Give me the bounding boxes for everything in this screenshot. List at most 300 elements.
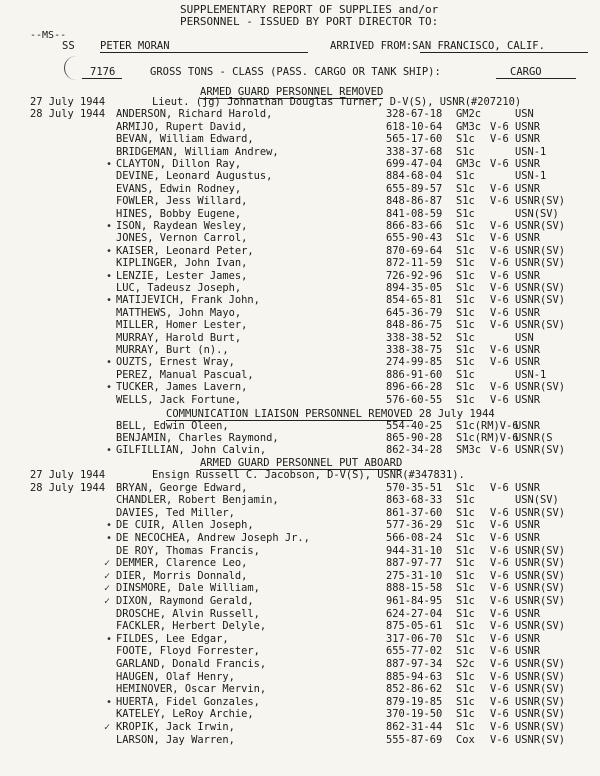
rate: SM3c — [456, 444, 482, 457]
service-number: 872-11-59 — [386, 257, 443, 270]
service-number: 865-90-28 — [386, 432, 443, 445]
service-branch: USNR — [515, 532, 541, 544]
arrived-underline — [420, 52, 588, 53]
service-number: 854-65-81 — [386, 294, 443, 307]
classification: V-6 — [490, 120, 509, 133]
rate: S1c — [456, 257, 475, 270]
service-branch: USNR — [515, 356, 541, 369]
service-branch: USNR(S — [515, 432, 553, 445]
list-item — [0, 246, 600, 257]
rate: S1c — [456, 195, 475, 208]
service-number: 961-84-95 — [386, 595, 443, 607]
classification: V-6 — [490, 282, 509, 294]
service-number: 886-91-60 — [386, 368, 443, 381]
officer-entry: Lieut. (jg) Johnathan Douglas Turner, D-V(S), USNR(#207210) — [152, 96, 522, 108]
rate: S1c — [456, 207, 475, 220]
service-number: 852-86-62 — [386, 683, 443, 696]
dot-mark: • — [106, 357, 113, 369]
person-name: MATIJEVICH, Frank John, — [116, 294, 260, 307]
rate: S1c — [456, 721, 475, 733]
classification: V-6 — [490, 658, 509, 670]
dot-mark: • — [106, 533, 113, 544]
service-branch: USNR(SV) — [515, 582, 566, 595]
service-number: 862-34-28 — [386, 444, 443, 457]
list-item — [0, 171, 600, 182]
classification: V-6 — [490, 195, 509, 208]
person-name: DE CUIR, Allen Joseph, — [116, 519, 254, 532]
service-branch: USNR — [515, 133, 541, 146]
list-item — [0, 709, 600, 720]
person-name: LUC, Tadeusz Joseph, — [116, 282, 242, 294]
service-branch: USNR(SV) — [515, 444, 566, 457]
rate: S1c — [456, 232, 475, 245]
classification: V-6 — [490, 158, 509, 170]
ss-label: SS — [62, 40, 75, 52]
person-name: MURRAY, Harold Burt, — [116, 331, 242, 344]
service-number: 338-38-75 — [386, 344, 443, 356]
person-name: KROPIK, Jack Irwin, — [116, 721, 235, 733]
list-item — [0, 370, 600, 381]
person-name: MILLER, Homer Lester, — [116, 319, 248, 332]
classification: V-6 — [490, 620, 509, 633]
report-title-line-1: SUPPLEMENTARY REPORT OF SUPPLIES and/or — [180, 3, 439, 16]
service-number: 274-99-85 — [386, 356, 443, 369]
list-item — [0, 283, 600, 294]
rate: S1c — [456, 683, 475, 696]
gross-tons-label: GROSS TONS - CLASS (PASS. CARGO OR TANK SHIP): — [150, 66, 441, 78]
rate: GM3c — [456, 120, 482, 133]
list-item — [0, 184, 600, 195]
person-name: JONES, Vernon Carrol, — [116, 232, 248, 245]
service-branch: USNR(SV) — [515, 658, 566, 670]
service-number: 618-10-64 — [386, 120, 443, 133]
person-name: HINES, Bobby Eugene, — [116, 207, 242, 220]
list-item — [0, 684, 600, 695]
ship-name: PETER MORAN — [100, 40, 170, 52]
service-branch: USNR(SV) — [515, 257, 566, 270]
gross-tons-value: 7176 — [90, 66, 116, 78]
classification: V-6 — [490, 294, 509, 307]
service-number: 887-97-77 — [386, 557, 443, 570]
service-number: 863-68-33 — [386, 494, 443, 507]
person-name: DINSMORE, Dale William, — [116, 582, 260, 595]
rate: S1c — [456, 331, 475, 344]
service-branch: USN-1 — [515, 368, 547, 381]
tons-underline — [82, 78, 122, 79]
list-item — [0, 520, 600, 531]
ship-class: CARGO — [510, 66, 542, 78]
service-branch: USNR — [515, 344, 541, 356]
service-branch: USNR — [515, 232, 541, 245]
list-item — [0, 571, 600, 582]
rate: Cox — [456, 733, 475, 746]
list-item — [0, 697, 600, 708]
list-item — [0, 609, 600, 620]
service-number: 884-68-04 — [386, 170, 443, 183]
dot-mark: • — [106, 696, 113, 708]
list-item — [0, 583, 600, 594]
entry-date: 27 July 1944 — [30, 96, 106, 108]
classification: V-6 — [490, 670, 509, 683]
person-name: DE ROY, Thomas Francis, — [116, 544, 260, 557]
classification: V-6 — [490, 481, 509, 494]
service-number: 875-05-61 — [386, 620, 443, 633]
list-item — [0, 508, 600, 519]
service-branch: USN-1 — [515, 170, 547, 183]
rate: S1c — [456, 569, 475, 582]
service-branch: USNR — [515, 481, 541, 494]
list-item — [0, 109, 600, 120]
list-item — [0, 395, 600, 406]
rate: S1c — [456, 368, 475, 381]
classification: V-6 — [490, 683, 509, 696]
section-removed-heading: ARMED GUARD PERSONNEL REMOVED — [200, 86, 384, 98]
rate: S1c — [456, 607, 475, 620]
person-name: PEREZ, Manual Pascual, — [116, 368, 254, 381]
classification: V-6 — [490, 182, 509, 195]
service-branch: USNR(SV) — [515, 683, 566, 696]
service-number: 577-36-29 — [386, 519, 443, 532]
classification: V-6 — [490, 607, 509, 620]
check-mark: ✓ — [104, 596, 111, 607]
classification: V-6 — [490, 306, 509, 319]
entry-date: 28 July 1944 — [30, 108, 106, 121]
service-branch: USNR(SV) — [515, 595, 566, 607]
rate: S1c — [456, 306, 475, 319]
rate: GM2c — [456, 108, 482, 121]
service-number: 655-90-43 — [386, 232, 443, 245]
list-item — [0, 646, 600, 657]
list-item — [0, 558, 600, 569]
service-branch: USNR(SV) — [515, 733, 566, 746]
service-branch: USNR(SV) — [515, 506, 566, 519]
person-name: ISON, Raydean Wesley, — [116, 220, 248, 232]
rate: GM3c — [456, 158, 482, 170]
rate: S1c — [456, 481, 475, 494]
person-name: LENZIE, Lester James, — [116, 269, 248, 282]
dot-mark: • — [106, 221, 113, 232]
list-item — [0, 258, 600, 269]
dot-mark: • — [106, 520, 113, 532]
service-branch: USNR — [515, 306, 541, 319]
dot-mark: • — [106, 445, 113, 457]
section-aboard-heading: ARMED GUARD PERSONNEL PUT ABOARD — [200, 457, 403, 469]
person-name: HUERTA, Fidel Gonzales, — [116, 695, 260, 708]
person-name: DROSCHE, Alvin Russell, — [116, 607, 260, 620]
service-number: 887-97-34 — [386, 658, 443, 670]
report-title-line-2: PERSONNEL - ISSUED BY PORT DIRECTOR TO: — [180, 15, 439, 28]
service-number: 699-47-04 — [386, 158, 443, 170]
service-number: 944-31-10 — [386, 544, 443, 557]
rate: S1c — [456, 282, 475, 294]
person-name: DE NECOCHEA, Andrew Joseph Jr., — [116, 532, 310, 544]
classification: V-6 — [490, 632, 509, 645]
list-item — [0, 596, 600, 607]
service-number: 328-67-18 — [386, 108, 443, 121]
service-branch: USNR — [515, 645, 541, 658]
list-item — [0, 271, 600, 282]
person-name: FILDES, Lee Edgar, — [116, 632, 229, 645]
check-mark: ✓ — [104, 570, 111, 582]
list-item — [0, 483, 600, 494]
officer-entry: Ensign Russell C. Jacobson, D-V(S), USNR(#347831). — [152, 469, 465, 481]
list-item — [0, 735, 600, 746]
rate: S1c — [456, 632, 475, 645]
person-name: ARMIJO, Rupert David, — [116, 120, 248, 133]
person-name: FOWLER, Jess Willard, — [116, 195, 248, 208]
classification: V-6 — [490, 133, 509, 146]
rate: S1c — [456, 393, 475, 406]
classification: V-6 — [490, 721, 509, 733]
service-branch: USNR(SV) — [515, 721, 566, 733]
list-item — [0, 221, 600, 232]
classification: V-6 — [490, 244, 509, 257]
check-mark: ✓ — [104, 583, 111, 595]
service-branch: USNR — [515, 158, 541, 170]
list-item — [0, 634, 600, 645]
list-item — [0, 333, 600, 344]
person-name: MATTHEWS, John Mayo, — [116, 306, 242, 319]
person-name: DEVINE, Leonard Augustus, — [116, 170, 273, 183]
service-number: 848-86-87 — [386, 195, 443, 208]
list-item — [0, 295, 600, 306]
list-item — [0, 445, 600, 456]
ms-marker: --MS-- — [30, 30, 67, 41]
rate: S1c — [456, 532, 475, 544]
service-number: 338-37-68 — [386, 145, 443, 158]
rate: S1c — [456, 557, 475, 570]
service-number: 370-19-50 — [386, 708, 443, 721]
rate: S1c — [456, 145, 475, 158]
person-name: EVANS, Edwin Rodney, — [116, 182, 242, 195]
person-name: MURRAY, Burt (n)., — [116, 344, 229, 356]
service-number: 726-92-96 — [386, 269, 443, 282]
service-branch: USNR — [515, 182, 541, 195]
rate: S1c — [456, 695, 475, 708]
person-name: FOOTE, Floyd Forrester, — [116, 645, 260, 658]
list-item — [0, 470, 600, 481]
service-branch: USNR(SV) — [515, 620, 566, 633]
service-branch: USN — [515, 108, 534, 121]
classification: V-6 — [490, 544, 509, 557]
entry-date: 28 July 1944 — [30, 481, 106, 494]
classification: V-6 — [490, 269, 509, 282]
list-item — [0, 122, 600, 133]
list-item — [0, 147, 600, 158]
classification: V-6 — [490, 532, 509, 544]
rate: S1c — [456, 294, 475, 307]
service-branch: USNR(SV) — [515, 244, 566, 257]
classification: V-6 — [490, 708, 509, 721]
person-name: DEMMER, Clarence Leo, — [116, 557, 248, 570]
service-number: 576-60-55 — [386, 393, 443, 406]
service-branch: USN(SV) — [515, 494, 559, 507]
dot-mark: • — [106, 295, 113, 307]
person-name: BRYAN, George Edward, — [116, 481, 248, 494]
list-item — [0, 320, 600, 331]
service-number: 655-77-02 — [386, 645, 443, 658]
service-number: 275-31-10 — [386, 569, 443, 582]
service-branch: USNR(SV) — [515, 670, 566, 683]
service-number: 848-86-75 — [386, 319, 443, 332]
person-name: CHANDLER, Robert Benjamin, — [116, 494, 279, 507]
classification: V-6 — [490, 444, 509, 457]
check-mark: ✓ — [104, 722, 111, 733]
rate: S1c — [456, 519, 475, 532]
service-branch: USNR(SV) — [515, 695, 566, 708]
rate: S1c — [456, 319, 475, 332]
dot-mark: • — [106, 382, 113, 394]
list-item — [0, 621, 600, 632]
service-number: 655-89-57 — [386, 182, 443, 195]
section-comm-heading: COMMUNICATION LIAISON PERSONNEL REMOVED 28 July 1944 — [166, 408, 495, 420]
service-branch: USNR — [515, 607, 541, 620]
rate: S1c — [456, 645, 475, 658]
rate: S2c — [456, 658, 475, 670]
person-name: BENJAMIN, Charles Raymond, — [116, 432, 279, 445]
list-item — [0, 382, 600, 393]
rate: S1c — [456, 220, 475, 232]
classification: V-6 — [490, 356, 509, 369]
class-underline — [496, 78, 576, 79]
person-name: WELLS, Jack Fortune, — [116, 393, 242, 406]
classification: V-6 — [490, 695, 509, 708]
dot-mark: • — [106, 633, 113, 645]
service-branch: USNR(SV) — [515, 557, 566, 570]
service-branch: USNR(SV) — [515, 569, 566, 582]
person-name: FACKLER, Herbert Delyle, — [116, 620, 267, 633]
rate: S1c — [456, 269, 475, 282]
classification: V-6 — [490, 557, 509, 570]
rate: S1c — [456, 620, 475, 633]
list-item — [0, 97, 600, 108]
person-name: DIXON, Raymond Gerald, — [116, 595, 254, 607]
service-branch: USNR(SV) — [515, 544, 566, 557]
list-item — [0, 672, 600, 683]
person-name: KAISER, Leonard Peter, — [116, 244, 254, 257]
service-branch: USNR(SV) — [515, 220, 566, 232]
classification: V-6 — [490, 319, 509, 332]
person-name: ANDERSON, Richard Harold, — [116, 108, 273, 121]
rate: S1c — [456, 708, 475, 721]
person-name: BRIDGEMAN, William Andrew, — [116, 145, 279, 158]
person-name: TUCKER, James Lavern, — [116, 381, 248, 394]
service-number: 645-36-79 — [386, 306, 443, 319]
list-item — [0, 659, 600, 670]
classification: V-6 — [490, 393, 509, 406]
dot-mark: • — [106, 159, 113, 170]
list-item — [0, 159, 600, 170]
person-name: OUZTS, Ernest Wray, — [116, 356, 235, 369]
service-number: 862-31-44 — [386, 721, 443, 733]
check-mark: ✓ — [104, 558, 111, 570]
ship-name-underline — [100, 52, 308, 53]
service-number: 841-08-59 — [386, 207, 443, 220]
rate: S1c — [456, 182, 475, 195]
service-branch: USNR — [515, 393, 541, 406]
classification: V-6 — [490, 733, 509, 746]
service-number: 317-06-70 — [386, 632, 443, 645]
rate: S1c — [456, 582, 475, 595]
classification: V-6 — [490, 381, 509, 394]
classification: V-6 — [490, 645, 509, 658]
person-name: LARSON, Jay Warren, — [116, 733, 235, 746]
service-number: 861-37-60 — [386, 506, 443, 519]
list-item — [0, 495, 600, 506]
person-name: DAVIES, Ted Miller, — [116, 506, 235, 519]
list-item — [0, 233, 600, 244]
service-number: 565-17-60 — [386, 133, 443, 146]
service-number: 554-40-25 — [386, 420, 443, 432]
person-name: GILFILLIAN, John Calvin, — [116, 444, 267, 457]
rate: S1c — [456, 344, 475, 356]
service-branch: USN-1 — [515, 145, 547, 158]
classification: V-6 — [490, 569, 509, 582]
rate: S1c — [456, 506, 475, 519]
service-branch: USNR(SV) — [515, 381, 566, 394]
dot-mark: • — [106, 270, 113, 282]
rate: S1c(RM)V-6 — [456, 420, 519, 432]
service-number: 555-87-69 — [386, 733, 443, 746]
rate: S1c — [456, 133, 475, 146]
list-item — [0, 722, 600, 733]
rate: S1c — [456, 170, 475, 183]
list-item — [0, 209, 600, 220]
service-branch: USNR(SV) — [515, 708, 566, 721]
classification: V-6 — [490, 257, 509, 270]
person-name: GARLAND, Donald Francis, — [116, 658, 267, 670]
rate: S1c — [456, 670, 475, 683]
service-branch: USNR(SV) — [515, 282, 566, 294]
classification: V-6 — [490, 344, 509, 356]
rate: S1c — [456, 244, 475, 257]
classification: V-6 — [490, 582, 509, 595]
service-number: 866-83-66 — [386, 220, 443, 232]
list-item — [0, 533, 600, 544]
service-branch: USN(SV) — [515, 207, 559, 220]
list-item — [0, 546, 600, 557]
service-branch: USNR — [515, 269, 541, 282]
list-item — [0, 421, 600, 432]
service-number: 879-19-85 — [386, 695, 443, 708]
service-branch: USNR — [515, 420, 541, 432]
service-number: 624-27-04 — [386, 607, 443, 620]
rate: S1c — [456, 381, 475, 394]
person-name: HAUGEN, Olaf Henry, — [116, 670, 235, 683]
person-name: CLAYTON, Dillon Ray, — [116, 158, 242, 170]
person-name: BEVAN, William Edward, — [116, 133, 254, 146]
entry-date: 27 July 1944 — [30, 469, 106, 481]
service-branch: USNR(SV) — [515, 195, 566, 208]
classification: V-6 — [490, 519, 509, 532]
service-number: 885-94-63 — [386, 670, 443, 683]
person-name: KIPLINGER, John Ivan, — [116, 257, 248, 270]
service-number: 888-15-58 — [386, 582, 443, 595]
service-number: 870-69-64 — [386, 244, 443, 257]
list-item — [0, 433, 600, 444]
person-name: BELL, Edwin Oleen, — [116, 420, 229, 432]
rate: S1c — [456, 356, 475, 369]
service-number: 894-35-05 — [386, 282, 443, 294]
list-item — [0, 345, 600, 356]
service-branch: USNR — [515, 632, 541, 645]
list-item — [0, 196, 600, 207]
classification: V-6 — [490, 595, 509, 607]
service-branch: USNR(SV) — [515, 319, 566, 332]
service-branch: USNR(SV) — [515, 294, 566, 307]
list-item — [0, 308, 600, 319]
person-name: DIER, Morris Donnald, — [116, 569, 248, 582]
